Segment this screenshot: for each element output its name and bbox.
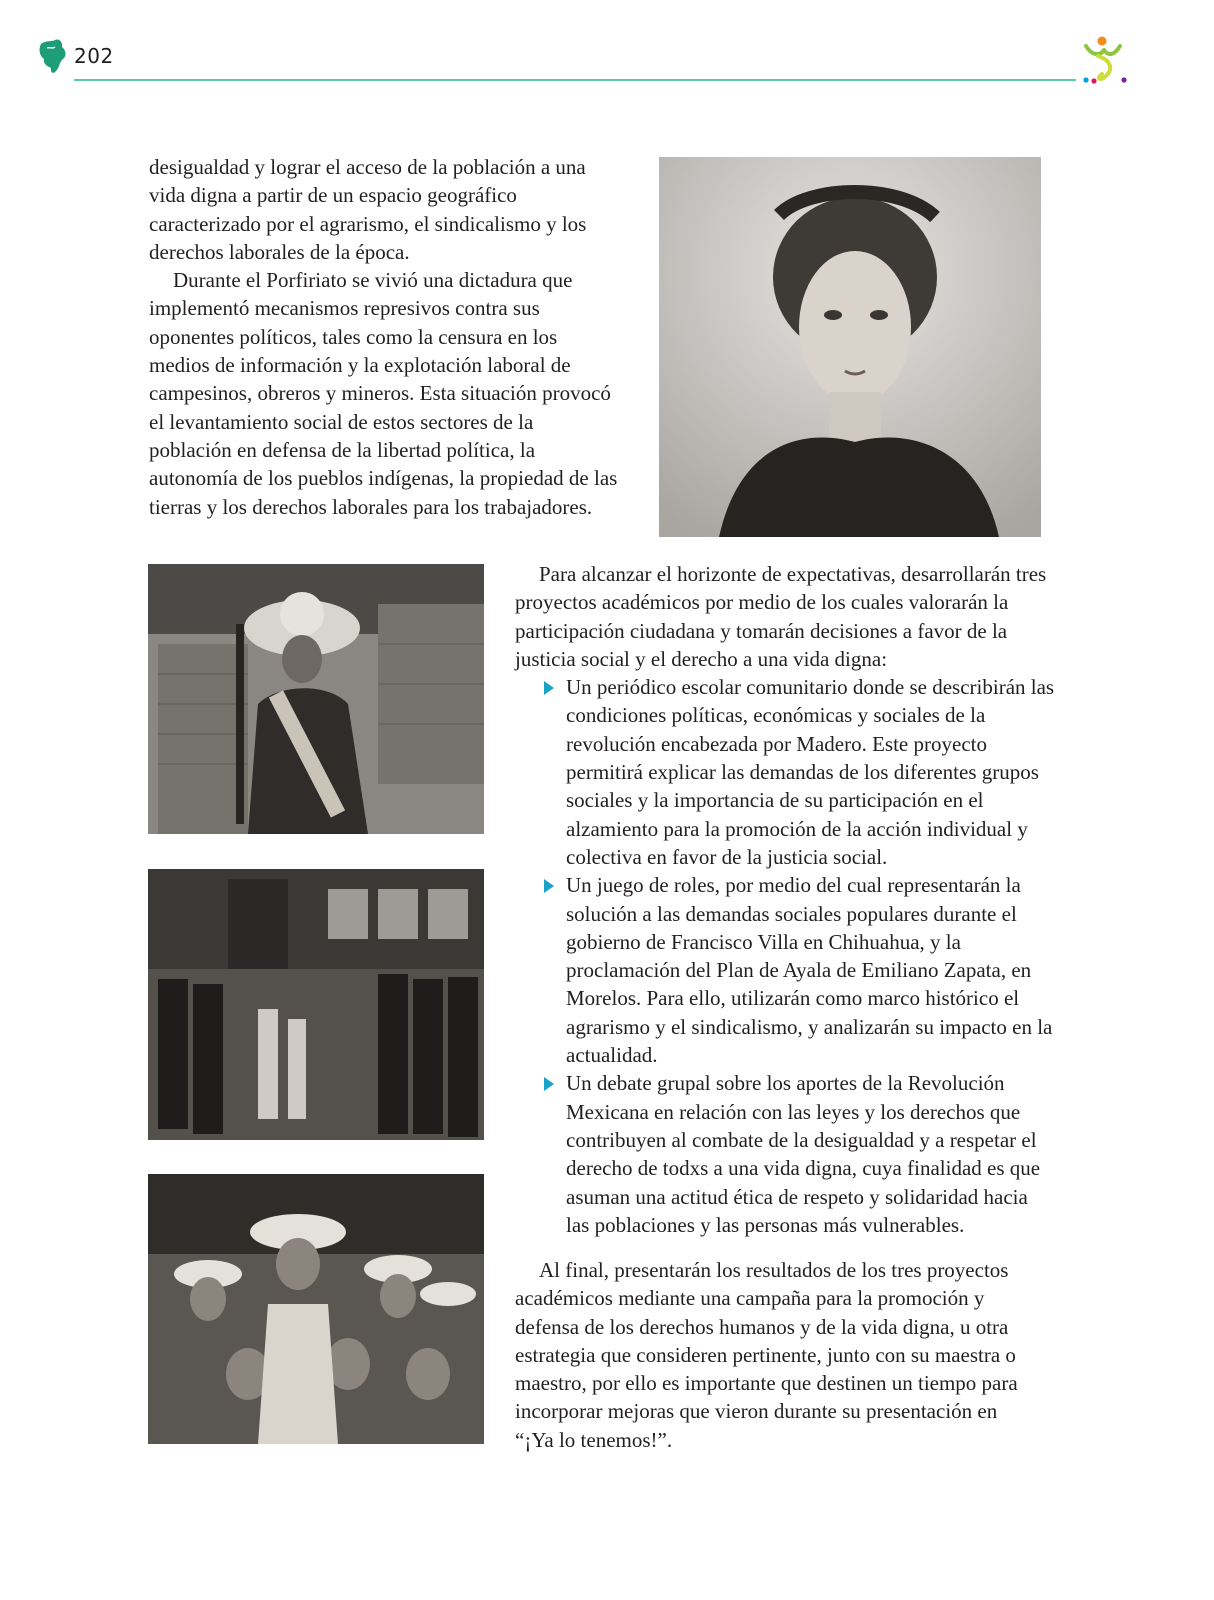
bullet-triangle-icon xyxy=(544,879,554,893)
bullet-triangle-icon xyxy=(544,1077,554,1091)
page-number: 202 xyxy=(74,44,114,68)
crowd-photo xyxy=(148,1174,484,1444)
intro-text xyxy=(149,153,619,521)
list-item xyxy=(540,871,1055,1069)
train-soldiers-photo xyxy=(148,869,484,1140)
bullet-text-3: Un debate grupal sobre los aportes de la Revolución Mexicana en relación con las leyes y los derechos que contribuyen al combate de la desigualdad y a respetar el derecho de todxs a una vida digna, cuya finalidad es que asuman una actitud ética de respeto y solidaridad hacia las poblaciones y las personas más vulnerables. xyxy=(566,1071,1041,1237)
portrait-photo xyxy=(659,157,1041,537)
zapata-image xyxy=(148,564,484,834)
project-list xyxy=(540,673,1055,1239)
closing-text xyxy=(515,1256,1035,1454)
main-text xyxy=(515,560,1055,1239)
page-header xyxy=(0,0,1214,100)
list-item xyxy=(540,1069,1055,1239)
woman-portrait-image xyxy=(659,157,1041,537)
train-soldiers-image xyxy=(148,869,484,1140)
closing-paragraph: Al final, presentarán los resultados de los tres proyectos académicos mediante una campaña para la promoción y defensa de los derechos humanos y de la vida digna, u otra estrategia que consideren pertinente, junto con su maestra o maestro, por ello es importante que destinen un tiempo para incorporar mejoras que vieron durante su presentación en “¡Ya lo tenemos!”. xyxy=(515,1258,1018,1452)
map-icon xyxy=(38,38,68,76)
bullet-text-1: Un periódico escolar comunitario donde se describirán las condiciones políticas, económicas y sociales de la revolución encabezada por Madero. Este proyecto permitirá explicar las demandas de los diferentes grupos sociales y la importancia de su participación en el alzamiento para la promoción de la acción individual y colectiva en favor de la justicia social. xyxy=(566,675,1055,869)
lead-paragraph: Para alcanzar el horizonte de expectativas, desarrollarán tres proyectos académicos por medio de los cuales valorarán la participación ciudadana y tomarán decisiones a favor de la justicia social y el derecho a una vida digna: xyxy=(515,562,1047,671)
crowd-image xyxy=(148,1174,484,1444)
bullet-text-2: Un juego de roles, por medio del cual representarán la solución a las demandas sociales populares durante el gobierno de Francisco Villa en Chihuahua, y la proclamación del Plan de Ayala de Emiliano Zapata, en Morelos. Para ello, utilizarán como marco histórico el agrarismo y el sindicalismo, y analizarán su impacto en la actualidad. xyxy=(566,873,1053,1068)
zapata-photo xyxy=(148,564,484,834)
header-rule xyxy=(74,79,1076,81)
list-item xyxy=(540,673,1055,871)
colorful-figure-logo-icon xyxy=(1080,34,1132,86)
intro-paragraph-1: desigualdad y lograr el acceso de la población a una vida digna a partir de un espacio geográfico caracterizado por el agrarismo, el sindicalismo y los derechos laborales de la época. xyxy=(149,155,587,264)
bullet-triangle-icon xyxy=(544,681,554,695)
intro-paragraph-2: Durante el Porfiriato se vivió una dictadura que implementó mecanismos represivos contra sus oponentes políticos, tales como la censura en los medios de información y la explotación laboral de campesinos, obreros y mineros. Esta situación provocó el levantamiento social de estos sectores de la población en defensa de la libertad política, la autonomía de los pueblos indígenas, la propiedad de las tierras y los derechos laborales para los trabajadores. xyxy=(149,268,618,519)
